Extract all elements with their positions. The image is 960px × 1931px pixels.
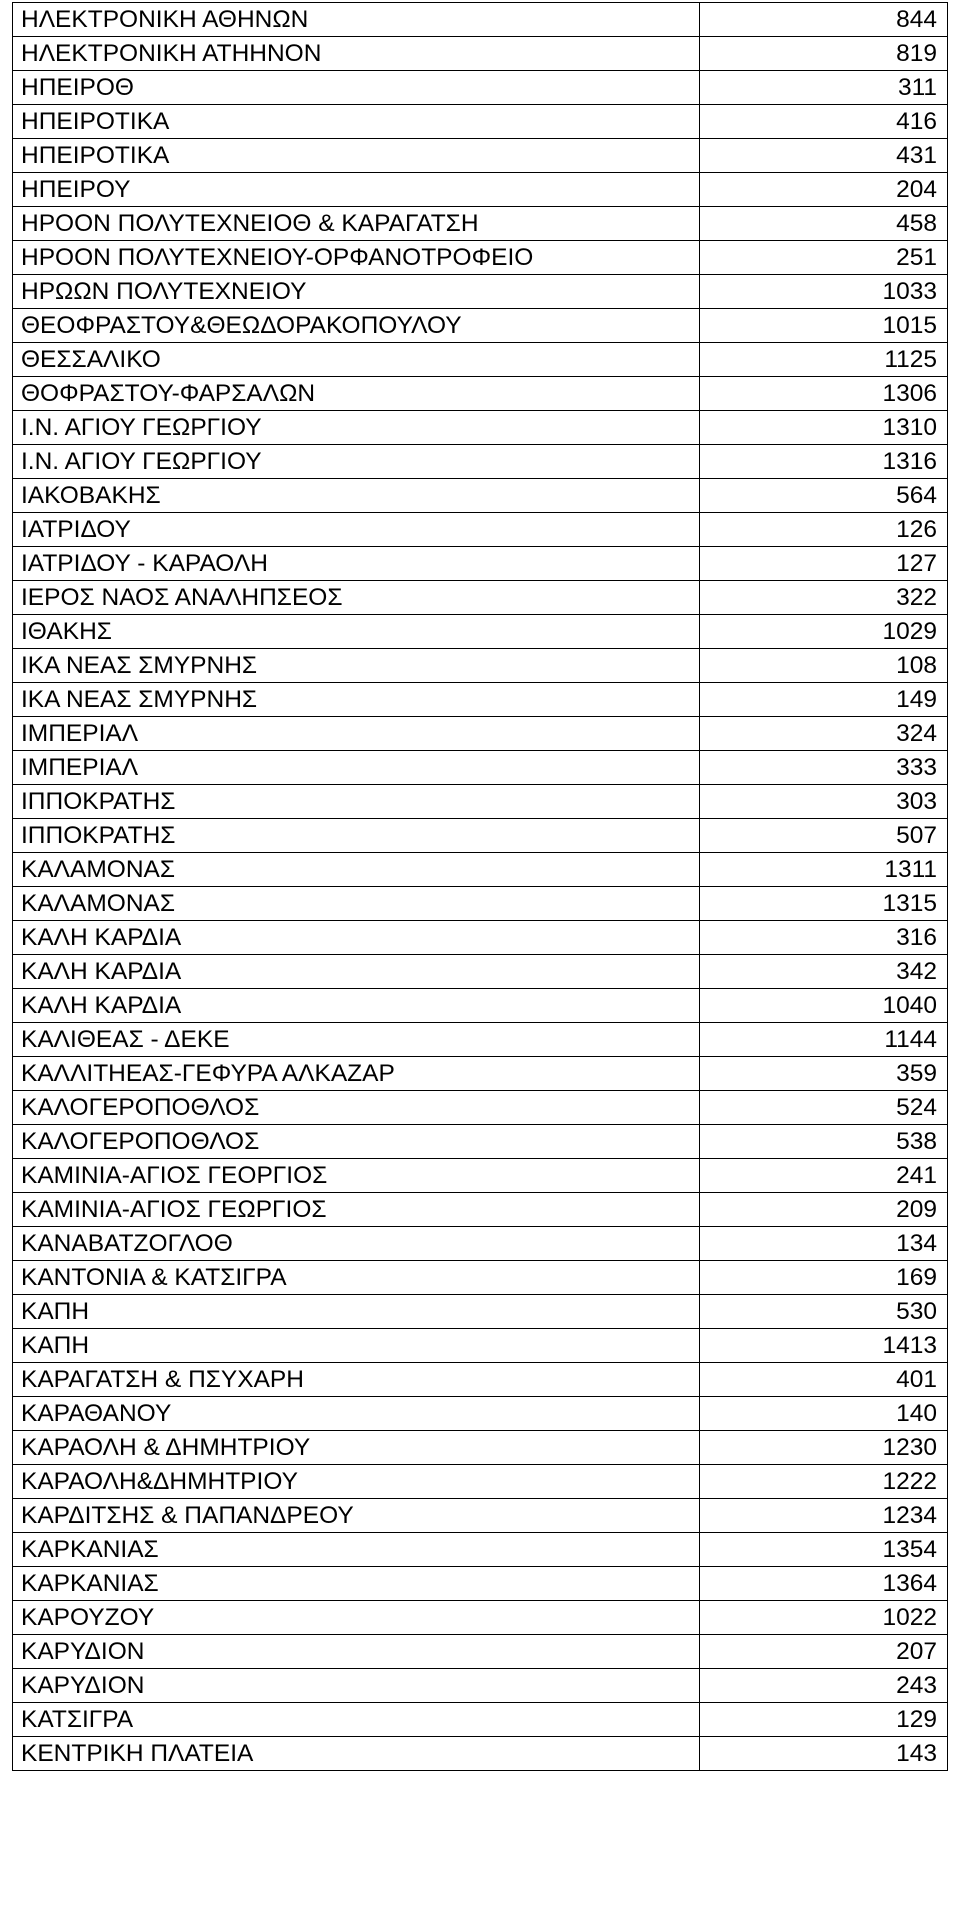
stop-code-cell: 324 bbox=[700, 717, 948, 751]
stop-name-cell: ΚΑΛΟΓΕΡΟΠΟΘΛΟΣ bbox=[13, 1125, 700, 1159]
stop-code-cell: 204 bbox=[700, 173, 948, 207]
table-row bbox=[13, 71, 948, 105]
stop-code-cell: 819 bbox=[700, 37, 948, 71]
table-row bbox=[13, 377, 948, 411]
table-row bbox=[13, 3, 948, 37]
stop-name-cell: ΙΜΠΕΡΙΑΛ bbox=[13, 717, 700, 751]
table-row bbox=[13, 921, 948, 955]
stop-name-cell: ΚΑΛΑΜΟΝΑΣ bbox=[13, 887, 700, 921]
stop-code-cell: 844 bbox=[700, 3, 948, 37]
table-row bbox=[13, 1397, 948, 1431]
stop-name-cell: Ι.Ν. ΑΓΙΟΥ ΓΕΩΡΓΙΟΥ bbox=[13, 445, 700, 479]
stop-code-cell: 458 bbox=[700, 207, 948, 241]
stop-name-cell: ΚΑΡΑΟΛΗ & ΔΗΜΗΤΡΙΟΥ bbox=[13, 1431, 700, 1465]
table-row bbox=[13, 241, 948, 275]
table-row bbox=[13, 989, 948, 1023]
stop-name-cell: ΘΕΟΦΡΑΣΤΟΥ&ΘΕΩΔΟΡΑΚΟΠΟΥΛΟΥ bbox=[13, 309, 700, 343]
table-row bbox=[13, 1295, 948, 1329]
table-row bbox=[13, 1635, 948, 1669]
table-row bbox=[13, 411, 948, 445]
stop-code-cell: 207 bbox=[700, 1635, 948, 1669]
stop-code-cell: 1234 bbox=[700, 1499, 948, 1533]
stop-name-cell: ΚΑΡΑΟΛΗ&ΔΗΜΗΤΡΙΟΥ bbox=[13, 1465, 700, 1499]
stop-name-cell: ΙΑΚΟΒΑΚΗΣ bbox=[13, 479, 700, 513]
stops-table bbox=[12, 2, 948, 1771]
table-row bbox=[13, 275, 948, 309]
stop-name-cell: ΚΑΡΥΔΙΟΝ bbox=[13, 1669, 700, 1703]
table-row bbox=[13, 343, 948, 377]
table-row bbox=[13, 1125, 948, 1159]
table-row bbox=[13, 649, 948, 683]
table-row bbox=[13, 1669, 948, 1703]
stop-name-cell: ΙΘΑΚΗΣ bbox=[13, 615, 700, 649]
stop-code-cell: 530 bbox=[700, 1295, 948, 1329]
stop-name-cell: ΗΠΕΙΡΟΥ bbox=[13, 173, 700, 207]
stop-code-cell: 134 bbox=[700, 1227, 948, 1261]
table-row bbox=[13, 1465, 948, 1499]
stop-name-cell: ΗΡΟΟΝ ΠΟΛΥΤΕΧΝΕΙΟΘ & ΚΑΡΑΓΑΤΣΗ bbox=[13, 207, 700, 241]
stop-name-cell: ΚΑΜΙΝΙΑ-ΑΓΙΟΣ ΓΕΩΡΓΙΟΣ bbox=[13, 1193, 700, 1227]
table-row bbox=[13, 1499, 948, 1533]
stop-code-cell: 1354 bbox=[700, 1533, 948, 1567]
stop-name-cell: ΚΑΛΙΘΕΑΣ - ΔΕΚΕ bbox=[13, 1023, 700, 1057]
stop-name-cell: ΚΑΠΗ bbox=[13, 1295, 700, 1329]
table-row bbox=[13, 955, 948, 989]
stop-code-cell: 431 bbox=[700, 139, 948, 173]
stop-code-cell: 143 bbox=[700, 1737, 948, 1771]
stop-code-cell: 564 bbox=[700, 479, 948, 513]
stop-name-cell: ΙΠΠΟΚΡΑΤΗΣ bbox=[13, 819, 700, 853]
table-row bbox=[13, 785, 948, 819]
stop-name-cell: Ι.Ν. ΑΓΙΟΥ ΓΕΩΡΓΙΟΥ bbox=[13, 411, 700, 445]
table-row bbox=[13, 1227, 948, 1261]
stop-name-cell: ΚΑΡΔΙΤΣΗΣ & ΠΑΠΑΝΔΡΕΟΥ bbox=[13, 1499, 700, 1533]
stop-code-cell: 1222 bbox=[700, 1465, 948, 1499]
stop-name-cell: ΗΡΩΩΝ ΠΟΛΥΤΕΧΝΕΙΟΥ bbox=[13, 275, 700, 309]
stop-name-cell: ΗΠΕΙΡΟΘ bbox=[13, 71, 700, 105]
table-row bbox=[13, 1363, 948, 1397]
stop-name-cell: ΗΛΕΚΤΡΟΝΙΚΗ ΑΘΗΝΩΝ bbox=[13, 3, 700, 37]
stop-code-cell: 251 bbox=[700, 241, 948, 275]
stop-name-cell: ΙΕΡΟΣ ΝΑΟΣ ΑΝΑΛΗΠΣΕΟΣ bbox=[13, 581, 700, 615]
stop-name-cell: ΚΑΡΑΘΑΝΟΥ bbox=[13, 1397, 700, 1431]
table-row bbox=[13, 1159, 948, 1193]
stop-code-cell: 538 bbox=[700, 1125, 948, 1159]
stop-name-cell: ΙΚΑ ΝΕΑΣ ΣΜΥΡΝΗΣ bbox=[13, 683, 700, 717]
table-row bbox=[13, 887, 948, 921]
stop-code-cell: 401 bbox=[700, 1363, 948, 1397]
stop-name-cell: ΙΑΤΡΙΔΟΥ bbox=[13, 513, 700, 547]
stops-table-body bbox=[13, 3, 948, 1771]
table-row bbox=[13, 615, 948, 649]
table-row bbox=[13, 37, 948, 71]
stop-name-cell: ΘΟΦΡΑΣΤΟΥ-ΦΑΡΣΑΛΩΝ bbox=[13, 377, 700, 411]
table-row bbox=[13, 581, 948, 615]
stop-name-cell: ΚΑΡΚΑΝΙΑΣ bbox=[13, 1533, 700, 1567]
stop-code-cell: 126 bbox=[700, 513, 948, 547]
stop-code-cell: 416 bbox=[700, 105, 948, 139]
stop-name-cell: ΚΑΤΣΙΓΡΑ bbox=[13, 1703, 700, 1737]
table-row bbox=[13, 1057, 948, 1091]
stop-name-cell: ΗΛΕΚΤΡΟΝΙΚΗ ΑΤΗΗΝΟΝ bbox=[13, 37, 700, 71]
table-row bbox=[13, 1703, 948, 1737]
table-row bbox=[13, 479, 948, 513]
stop-name-cell: ΚΑΠΗ bbox=[13, 1329, 700, 1363]
table-row bbox=[13, 513, 948, 547]
table-row bbox=[13, 853, 948, 887]
stop-code-cell: 1311 bbox=[700, 853, 948, 887]
table-row bbox=[13, 1431, 948, 1465]
stop-code-cell: 1306 bbox=[700, 377, 948, 411]
stop-name-cell: ΚΑΛΗ ΚΑΡΔΙΑ bbox=[13, 955, 700, 989]
stop-name-cell: ΗΡΟΟΝ ΠΟΛΥΤΕΧΝΕΙΟΥ-ΟΡΦΑΝΟΤΡΟΦΕΙΟ bbox=[13, 241, 700, 275]
stop-code-cell: 1029 bbox=[700, 615, 948, 649]
stop-code-cell: 129 bbox=[700, 1703, 948, 1737]
stop-code-cell: 316 bbox=[700, 921, 948, 955]
table-row bbox=[13, 1567, 948, 1601]
table-row bbox=[13, 717, 948, 751]
stop-name-cell: ΚΑΝΑΒΑΤΖΟΓΛΟΘ bbox=[13, 1227, 700, 1261]
stop-code-cell: 333 bbox=[700, 751, 948, 785]
table-row bbox=[13, 1329, 948, 1363]
stop-name-cell: ΗΠΕΙΡΟΤΙΚΑ bbox=[13, 105, 700, 139]
stop-name-cell: ΚΑΡΟΥΖΟΥ bbox=[13, 1601, 700, 1635]
stop-name-cell: ΚΑΛΛΙΤΗΕΑΣ-ΓΕΦΥΡΑ ΑΛΚΑΖΑΡ bbox=[13, 1057, 700, 1091]
stop-code-cell: 1144 bbox=[700, 1023, 948, 1057]
table-row bbox=[13, 173, 948, 207]
stop-name-cell: ΙΚΑ ΝΕΑΣ ΣΜΥΡΝΗΣ bbox=[13, 649, 700, 683]
stop-code-cell: 342 bbox=[700, 955, 948, 989]
stop-code-cell: 1316 bbox=[700, 445, 948, 479]
table-row bbox=[13, 207, 948, 241]
stop-code-cell: 1040 bbox=[700, 989, 948, 1023]
stop-code-cell: 108 bbox=[700, 649, 948, 683]
stop-name-cell: ΚΕΝΤΡΙΚΗ ΠΛΑΤΕΙΑ bbox=[13, 1737, 700, 1771]
stop-name-cell: ΗΠΕΙΡΟΤΙΚΑ bbox=[13, 139, 700, 173]
stop-name-cell: ΘΕΣΣΑΛΙΚΟ bbox=[13, 343, 700, 377]
table-row bbox=[13, 1193, 948, 1227]
stop-code-cell: 241 bbox=[700, 1159, 948, 1193]
table-row bbox=[13, 1737, 948, 1771]
stop-code-cell: 243 bbox=[700, 1669, 948, 1703]
table-row bbox=[13, 1261, 948, 1295]
stop-code-cell: 524 bbox=[700, 1091, 948, 1125]
stop-code-cell: 507 bbox=[700, 819, 948, 853]
stop-code-cell: 1413 bbox=[700, 1329, 948, 1363]
table-row bbox=[13, 309, 948, 343]
stop-code-cell: 1015 bbox=[700, 309, 948, 343]
table-row bbox=[13, 1533, 948, 1567]
stop-name-cell: ΙΑΤΡΙΔΟΥ - ΚΑΡΑΟΛΗ bbox=[13, 547, 700, 581]
stop-name-cell: ΚΑΡΥΔΙΟΝ bbox=[13, 1635, 700, 1669]
stop-code-cell: 127 bbox=[700, 547, 948, 581]
table-row bbox=[13, 139, 948, 173]
stop-name-cell: ΙΠΠΟΚΡΑΤΗΣ bbox=[13, 785, 700, 819]
table-row bbox=[13, 1023, 948, 1057]
stop-name-cell: ΚΑΜΙΝΙΑ-ΑΓΙΟΣ ΓΕΟΡΓΙΟΣ bbox=[13, 1159, 700, 1193]
stop-name-cell: ΚΑΛΑΜΟΝΑΣ bbox=[13, 853, 700, 887]
table-row bbox=[13, 751, 948, 785]
stop-code-cell: 1033 bbox=[700, 275, 948, 309]
stop-code-cell: 322 bbox=[700, 581, 948, 615]
table-row bbox=[13, 547, 948, 581]
stop-code-cell: 149 bbox=[700, 683, 948, 717]
table-row bbox=[13, 445, 948, 479]
stop-name-cell: ΚΑΛΗ ΚΑΡΔΙΑ bbox=[13, 989, 700, 1023]
stop-code-cell: 209 bbox=[700, 1193, 948, 1227]
stop-name-cell: ΙΜΠΕΡΙΑΛ bbox=[13, 751, 700, 785]
stop-code-cell: 1022 bbox=[700, 1601, 948, 1635]
stop-code-cell: 311 bbox=[700, 71, 948, 105]
stop-code-cell: 1364 bbox=[700, 1567, 948, 1601]
stop-name-cell: ΚΑΛΗ ΚΑΡΔΙΑ bbox=[13, 921, 700, 955]
table-row bbox=[13, 105, 948, 139]
table-row bbox=[13, 1091, 948, 1125]
stop-code-cell: 140 bbox=[700, 1397, 948, 1431]
table-row bbox=[13, 819, 948, 853]
stop-code-cell: 1125 bbox=[700, 343, 948, 377]
stop-code-cell: 359 bbox=[700, 1057, 948, 1091]
stop-code-cell: 303 bbox=[700, 785, 948, 819]
table-row bbox=[13, 683, 948, 717]
stop-name-cell: ΚΑΡΑΓΑΤΣΗ & ΠΣΥΧΑΡΗ bbox=[13, 1363, 700, 1397]
table-row bbox=[13, 1601, 948, 1635]
stop-name-cell: ΚΑΝΤΟΝΙΑ & ΚΑΤΣΙΓΡΑ bbox=[13, 1261, 700, 1295]
stop-code-cell: 1310 bbox=[700, 411, 948, 445]
stop-code-cell: 1315 bbox=[700, 887, 948, 921]
stop-name-cell: ΚΑΡΚΑΝΙΑΣ bbox=[13, 1567, 700, 1601]
stop-code-cell: 169 bbox=[700, 1261, 948, 1295]
stop-code-cell: 1230 bbox=[700, 1431, 948, 1465]
stop-name-cell: ΚΑΛΟΓΕΡΟΠΟΘΛΟΣ bbox=[13, 1091, 700, 1125]
